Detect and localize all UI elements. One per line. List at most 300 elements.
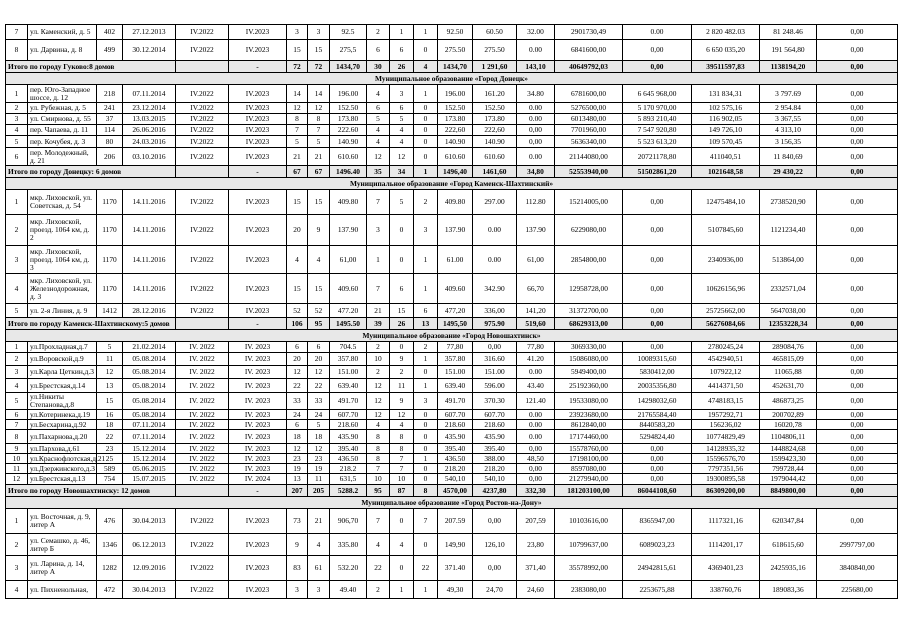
table-cell: 371.40 bbox=[438, 556, 473, 581]
table-cell: 140.90 bbox=[330, 136, 367, 148]
table-cell: IV. 2022 bbox=[176, 454, 229, 464]
table-cell: 19 bbox=[308, 464, 330, 474]
table-cell: 34.80 bbox=[517, 85, 555, 103]
table-cell: 23 bbox=[287, 454, 308, 464]
address-cell: мкр. Лиховской, проезд. 1064 км, д. 3 bbox=[28, 246, 97, 274]
table-cell: 0.00 bbox=[517, 410, 555, 420]
table-cell: 639.40 bbox=[438, 379, 473, 393]
table-cell: 1121234,40 bbox=[760, 215, 817, 246]
table-cell: 116 902,05 bbox=[692, 114, 760, 125]
table-cell: 2253675,88 bbox=[623, 581, 692, 599]
table-row bbox=[6, 464, 898, 474]
table-cell: 3069330,00 bbox=[555, 342, 623, 353]
table-cell: 56276084,66 bbox=[692, 318, 760, 330]
table-cell: 465815,09 bbox=[760, 353, 817, 366]
table-cell: 5636340,00 bbox=[555, 136, 623, 148]
table-cell: 336,00 bbox=[473, 304, 517, 318]
table-cell: IV.2022 bbox=[176, 148, 229, 166]
table-row bbox=[6, 366, 898, 379]
table-cell: 141,20 bbox=[517, 304, 555, 318]
table-cell: IV. 2022 bbox=[176, 420, 229, 430]
table-cell: 0,00 bbox=[817, 304, 898, 318]
table-cell: 704.5 bbox=[330, 342, 367, 353]
table-cell: 4414371,50 bbox=[692, 379, 760, 393]
table-cell: 18 bbox=[97, 420, 123, 430]
table-cell: 435.90 bbox=[438, 430, 473, 444]
table-cell: 0,00 bbox=[817, 85, 898, 103]
table-cell: 0,00 bbox=[817, 474, 898, 485]
table-cell: 218.20 bbox=[438, 464, 473, 474]
table-cell: 0.00 bbox=[473, 246, 517, 274]
table-cell: 20035356,80 bbox=[623, 379, 692, 393]
table-cell: 0,00 bbox=[817, 61, 898, 73]
table-cell: 2383080,00 bbox=[555, 581, 623, 599]
table-cell: 4 bbox=[367, 534, 390, 556]
table-cell: 2901730,49 bbox=[555, 25, 623, 40]
table-cell: 24 bbox=[308, 410, 330, 420]
table-cell: 23923680,00 bbox=[555, 410, 623, 420]
table-cell: IV. 2022 bbox=[176, 464, 229, 474]
table-cell: 0 bbox=[390, 509, 414, 534]
table-cell: 289084,76 bbox=[760, 342, 817, 353]
table-cell: 61,00 bbox=[330, 246, 367, 274]
table-cell: 52 bbox=[308, 304, 330, 318]
table-cell: IV.2022 bbox=[176, 274, 229, 304]
address-cell: ул.Брестская,д.14 bbox=[28, 379, 97, 393]
table-cell: IV.2022 bbox=[176, 534, 229, 556]
table-cell: Муниципальное образование «Город Новошахтинск» bbox=[6, 330, 898, 342]
table-cell: 196.00 bbox=[438, 85, 473, 103]
table-cell: 1 bbox=[6, 342, 28, 353]
table-cell: 20 bbox=[287, 215, 308, 246]
table-cell: 35578992,00 bbox=[555, 556, 623, 581]
address-cell: ул.Карла Цеткин,д.3 bbox=[28, 366, 97, 379]
table-cell: 20721178,80 bbox=[623, 148, 692, 166]
table-cell: 11 bbox=[97, 353, 123, 366]
table-cell: 8 bbox=[367, 430, 390, 444]
table-cell: IV.2022 bbox=[176, 25, 229, 40]
table-cell: 3 bbox=[367, 215, 390, 246]
table-cell: IV. 2022 bbox=[176, 444, 229, 454]
table-cell: 906,70 bbox=[330, 509, 367, 534]
table-cell: 3 797.69 bbox=[760, 85, 817, 103]
table-cell: 5 bbox=[308, 420, 330, 430]
table-cell: 0,00 bbox=[817, 454, 898, 464]
table-cell: 1461,60 bbox=[473, 166, 517, 178]
table-cell: 6 bbox=[6, 148, 28, 166]
housing-program-table bbox=[5, 24, 897, 599]
table-cell: 173.80 bbox=[330, 114, 367, 125]
table-cell: 2 bbox=[367, 25, 390, 40]
table-cell: 151.00 bbox=[330, 366, 367, 379]
address-cell: ул. Дарвина, д. 8 bbox=[28, 40, 97, 61]
table-cell: 1979044,42 bbox=[760, 474, 817, 485]
table-cell: 11 840,69 bbox=[760, 148, 817, 166]
table-cell: 2854800,00 bbox=[555, 246, 623, 274]
table-cell: 0 bbox=[414, 474, 438, 485]
table-cell: 0,00 bbox=[623, 215, 692, 246]
table-cell: 639.40 bbox=[330, 379, 367, 393]
table-cell: 0.00 bbox=[517, 366, 555, 379]
table-cell: IV.2023 bbox=[229, 581, 287, 599]
table-cell: - bbox=[229, 318, 287, 330]
table-cell: 452631,70 bbox=[760, 379, 817, 393]
table-cell: 30.04.2013 bbox=[123, 509, 176, 534]
table-cell: 4 bbox=[287, 246, 308, 274]
table-cell: 1448824,68 bbox=[760, 444, 817, 454]
table-cell: 607.70 bbox=[438, 410, 473, 420]
table-cell: IV. 2023 bbox=[229, 454, 287, 464]
table-cell: 8 bbox=[6, 430, 28, 444]
table-cell: 4237,80 bbox=[473, 485, 517, 497]
table-cell: 2 bbox=[6, 215, 28, 246]
table-cell: 607.70 bbox=[330, 410, 367, 420]
table-cell: IV. 2023 bbox=[229, 393, 287, 410]
table-cell: 411040,51 bbox=[692, 148, 760, 166]
table-cell: - bbox=[229, 166, 287, 178]
table-cell: 189083,36 bbox=[760, 581, 817, 599]
address-cell: ул.Воровской,д.9 bbox=[28, 353, 97, 366]
table-cell: 22 bbox=[308, 379, 330, 393]
table-cell: 436.50 bbox=[330, 454, 367, 464]
table-cell: 06.12.2013 bbox=[123, 534, 176, 556]
table-cell: 754 bbox=[97, 474, 123, 485]
address-cell: ул. Смирнова, д. 55 bbox=[28, 114, 97, 125]
table-cell: 4 bbox=[6, 581, 28, 599]
table-cell: 10 bbox=[390, 474, 414, 485]
table-cell: 31372700,00 bbox=[555, 304, 623, 318]
table-cell: 73 bbox=[287, 509, 308, 534]
table-cell: 10626156,96 bbox=[692, 274, 760, 304]
table-cell: 2425935,16 bbox=[760, 556, 817, 581]
total-row bbox=[6, 318, 898, 330]
table-cell: 9 bbox=[287, 534, 308, 556]
table-cell: 137.90 bbox=[517, 215, 555, 246]
table-row bbox=[6, 353, 898, 366]
table-cell: 6781600,00 bbox=[555, 85, 623, 103]
table-cell: 2780245,24 bbox=[692, 342, 760, 353]
table-cell: 0,00 bbox=[817, 464, 898, 474]
table-cell: Муниципальное образование «Город Каменск-Шахтинский» bbox=[6, 178, 898, 190]
table-cell: IV.2023 bbox=[229, 103, 287, 114]
table-cell: 218.60 bbox=[473, 420, 517, 430]
table-cell: 35 bbox=[367, 166, 390, 178]
table-cell: 22 bbox=[287, 379, 308, 393]
table-cell: 402 bbox=[97, 25, 123, 40]
table-cell: 149 726,10 bbox=[692, 125, 760, 136]
table-cell: 388.00 bbox=[473, 454, 517, 464]
table-cell: 7 bbox=[367, 509, 390, 534]
table-cell: 12 bbox=[367, 379, 390, 393]
table-cell: 0,00 bbox=[817, 430, 898, 444]
address-cell: ул. Ларина, д. 14, литер А bbox=[28, 556, 97, 581]
table-cell: 0,00 bbox=[623, 342, 692, 353]
table-cell: 620347,84 bbox=[760, 509, 817, 534]
table-cell: Муниципальное образование «Город Ростов-на-Дону» bbox=[6, 497, 898, 509]
table-cell: 1 bbox=[414, 166, 438, 178]
table-cell: 12 bbox=[287, 103, 308, 114]
table-cell: 222.60 bbox=[330, 125, 367, 136]
table-cell: 0 bbox=[414, 444, 438, 454]
table-cell: 26.06.2016 bbox=[123, 125, 176, 136]
table-row bbox=[6, 556, 898, 581]
table-cell: 20 bbox=[308, 353, 330, 366]
table-cell: 975.90 bbox=[473, 318, 517, 330]
table-cell: IV. 2023 bbox=[229, 379, 287, 393]
table-cell: 222,60 bbox=[438, 125, 473, 136]
table-row bbox=[6, 534, 898, 556]
table-cell: 9 bbox=[390, 393, 414, 410]
table-cell: 5 bbox=[367, 114, 390, 125]
table-cell: IV. 2023 bbox=[229, 464, 287, 474]
table-cell: - bbox=[229, 485, 287, 497]
table-cell: 610.60 bbox=[473, 148, 517, 166]
table-cell: 14.11.2016 bbox=[123, 274, 176, 304]
table-cell: 20 bbox=[287, 353, 308, 366]
table-cell: 10 bbox=[6, 454, 28, 464]
table-cell: 5107845,60 bbox=[692, 215, 760, 246]
table-cell: 540,10 bbox=[438, 474, 473, 485]
table-cell: 1114201,17 bbox=[692, 534, 760, 556]
table-cell: 3 bbox=[6, 366, 28, 379]
table-cell: 140.90 bbox=[438, 136, 473, 148]
table-cell: 275.50 bbox=[438, 40, 473, 61]
table-cell: 86309200,00 bbox=[692, 485, 760, 497]
table-cell: IV.2023 bbox=[229, 215, 287, 246]
table-cell: 4 bbox=[367, 136, 390, 148]
total-row bbox=[6, 166, 898, 178]
table-cell: 14128935,32 bbox=[692, 444, 760, 454]
table-row bbox=[6, 103, 898, 114]
table-cell: 2 bbox=[414, 190, 438, 215]
table-cell: 0,00 bbox=[623, 474, 692, 485]
table-cell: IV.2022 bbox=[176, 215, 229, 246]
table-cell: 12 bbox=[97, 366, 123, 379]
table-cell: 3 bbox=[414, 215, 438, 246]
table-cell: 10103616,00 bbox=[555, 509, 623, 534]
table-cell: 4748183,15 bbox=[692, 393, 760, 410]
table-cell: 1957292,71 bbox=[692, 410, 760, 420]
table-cell: 4 bbox=[390, 136, 414, 148]
address-cell: пер. Чапаева, д. 11 bbox=[28, 125, 97, 136]
table-cell: IV. 2022 bbox=[176, 342, 229, 353]
table-cell: 0,00 bbox=[623, 61, 692, 73]
table-cell: - bbox=[229, 61, 287, 73]
table-cell: 0 bbox=[414, 464, 438, 474]
table-cell: 87 bbox=[390, 485, 414, 497]
table-cell: 41.20 bbox=[517, 353, 555, 366]
table-cell: 1412 bbox=[97, 304, 123, 318]
table-cell: 0 bbox=[414, 366, 438, 379]
table-cell: 207.59 bbox=[438, 509, 473, 534]
table-cell: 24942815,61 bbox=[623, 556, 692, 581]
table-cell: 371,40 bbox=[517, 556, 555, 581]
table-cell: 1 bbox=[414, 353, 438, 366]
table-cell: 4570,00 bbox=[438, 485, 473, 497]
table-cell: 140.90 bbox=[473, 136, 517, 148]
table-cell: 5830412,00 bbox=[623, 366, 692, 379]
table-cell: 1 bbox=[6, 509, 28, 534]
table-cell: 477,20 bbox=[438, 304, 473, 318]
table-cell: 37 bbox=[97, 114, 123, 125]
table-cell: 15214005,00 bbox=[555, 190, 623, 215]
table-cell: 11 bbox=[6, 464, 28, 474]
table-cell: 0 bbox=[414, 410, 438, 420]
table-cell: 5 bbox=[97, 342, 123, 353]
table-cell: 05.08.2014 bbox=[123, 379, 176, 393]
address-cell: ул.Котеринека,д.19 bbox=[28, 410, 97, 420]
table-cell: 40649792,03 bbox=[555, 61, 623, 73]
table-cell: 0 bbox=[414, 40, 438, 61]
address-cell: ул.Дзержинского,д.3 bbox=[28, 464, 97, 474]
table-cell: 15 bbox=[287, 40, 308, 61]
table-cell: 23 bbox=[97, 444, 123, 454]
table-cell: 49.40 bbox=[330, 581, 367, 599]
table-cell: 2332571,04 bbox=[760, 274, 817, 304]
table-cell: 1434,70 bbox=[438, 61, 473, 73]
table-cell: 435.90 bbox=[473, 430, 517, 444]
address-cell: мкр. Лиховской, ул. Советская, д. 54 bbox=[28, 190, 97, 215]
table-cell: 4 bbox=[308, 246, 330, 274]
table-cell: 3 bbox=[6, 246, 28, 274]
table-cell: IV. 2023 bbox=[229, 444, 287, 454]
table-cell: 2 bbox=[414, 342, 438, 353]
table-cell: 81 248.46 bbox=[760, 25, 817, 40]
table-cell: 131 834,31 bbox=[692, 85, 760, 103]
table-cell: IV.2023 bbox=[229, 190, 287, 215]
table-cell: 22 bbox=[367, 556, 390, 581]
table-cell: 151.00 bbox=[473, 366, 517, 379]
table-cell: 9 bbox=[308, 215, 330, 246]
table-cell: 0,00 bbox=[517, 136, 555, 148]
table-cell: 19300895,58 bbox=[692, 474, 760, 485]
table-cell: 6 bbox=[287, 342, 308, 353]
table-cell: IV.2023 bbox=[229, 246, 287, 274]
table-cell: 6 645 968,00 bbox=[623, 85, 692, 103]
table-row bbox=[6, 581, 898, 599]
table-cell: 3 156,35 bbox=[760, 136, 817, 148]
table-cell: IV.2023 bbox=[229, 534, 287, 556]
table-cell: 1 bbox=[414, 25, 438, 40]
table-cell: 5 bbox=[6, 136, 28, 148]
table-cell: 15086080,00 bbox=[555, 353, 623, 366]
table-cell: 8 bbox=[287, 114, 308, 125]
table-cell: 12 bbox=[6, 474, 28, 485]
table-cell: 3 bbox=[308, 581, 330, 599]
table-cell: 0,00 bbox=[473, 556, 517, 581]
table-cell: 13 bbox=[97, 379, 123, 393]
table-cell: 0 bbox=[414, 420, 438, 430]
table-cell: 5 893 210,40 bbox=[623, 114, 692, 125]
table-cell: 4 bbox=[367, 420, 390, 430]
table-cell: 0.00 bbox=[517, 430, 555, 444]
table-cell: 357.80 bbox=[330, 353, 367, 366]
table-cell: 0 bbox=[414, 125, 438, 136]
table-cell: 0.00 bbox=[517, 103, 555, 114]
table-cell: 60.50 bbox=[473, 25, 517, 40]
table-cell: IV.2022 bbox=[176, 103, 229, 114]
table-cell: 95 bbox=[367, 485, 390, 497]
table-cell: 6 650 035,20 bbox=[692, 40, 760, 61]
table-cell: 8 bbox=[6, 40, 28, 61]
table-cell: 17198100,00 bbox=[555, 454, 623, 464]
table-cell: 0,00 bbox=[623, 40, 692, 61]
table-cell: 83 bbox=[287, 556, 308, 581]
table-cell: 15 bbox=[308, 274, 330, 304]
section-header-row bbox=[6, 178, 898, 190]
address-cell: ул.Пархова,д.61 bbox=[28, 444, 97, 454]
address-cell: пер. Кочубея, д. 3 bbox=[28, 136, 97, 148]
table-cell: 12353228,34 bbox=[760, 318, 817, 330]
table-cell: 513864,00 bbox=[760, 246, 817, 274]
table-cell: 0,00 bbox=[817, 136, 898, 148]
table-cell: 207 bbox=[287, 485, 308, 497]
table-cell: IV. 2023 bbox=[229, 366, 287, 379]
table-cell: 395.40 bbox=[438, 444, 473, 454]
table-cell: 39511597,83 bbox=[692, 61, 760, 73]
table-cell: 1495,50 bbox=[438, 318, 473, 330]
table-row bbox=[6, 25, 898, 40]
table-cell: 05.06.2015 bbox=[123, 464, 176, 474]
table-cell: 6841600,00 bbox=[555, 40, 623, 61]
table-cell: 121.40 bbox=[517, 393, 555, 410]
table-cell: 19 bbox=[287, 464, 308, 474]
table-cell: 0,00 bbox=[817, 103, 898, 114]
table-cell: 0,00 bbox=[517, 125, 555, 136]
table-cell: 24 bbox=[287, 410, 308, 420]
table-cell: 0.00 bbox=[517, 114, 555, 125]
table-cell: 143,10 bbox=[517, 61, 555, 73]
table-cell: 6 bbox=[367, 40, 390, 61]
total-label: Итого по городу Новошахтинску: 12 домов bbox=[6, 485, 176, 497]
table-cell: 03.10.2016 bbox=[123, 148, 176, 166]
table-cell: 0,00 bbox=[517, 464, 555, 474]
table-cell: 241 bbox=[97, 103, 123, 114]
table-cell: 1 bbox=[414, 454, 438, 464]
table-cell: 1021648,58 bbox=[692, 166, 760, 178]
table-cell: 0,00 bbox=[817, 25, 898, 40]
table-cell: 4 bbox=[6, 125, 28, 136]
table-cell: 1117321,16 bbox=[692, 509, 760, 534]
table-cell: 491.70 bbox=[330, 393, 367, 410]
table-cell: 205 bbox=[308, 485, 330, 497]
table-row bbox=[6, 454, 898, 464]
table-cell: 152.50 bbox=[438, 103, 473, 114]
table-cell: 0,00 bbox=[623, 444, 692, 454]
table-cell: 9 bbox=[6, 444, 28, 454]
table-row bbox=[6, 190, 898, 215]
table-cell: 52553940,00 bbox=[555, 166, 623, 178]
table-cell: 0 bbox=[414, 534, 438, 556]
table-cell: 7701960,00 bbox=[555, 125, 623, 136]
table-cell: 491.70 bbox=[438, 393, 473, 410]
table-cell: IV. 2022 bbox=[176, 353, 229, 366]
table-cell: IV. 2022 bbox=[176, 393, 229, 410]
table-cell: 21279940,00 bbox=[555, 474, 623, 485]
table-cell: 316.60 bbox=[473, 353, 517, 366]
table-cell bbox=[176, 485, 229, 497]
table-cell: 173.80 bbox=[473, 114, 517, 125]
table-cell: 5 bbox=[6, 304, 28, 318]
total-label: Итого по городу Гуково:8 домов bbox=[6, 61, 176, 73]
table-cell: IV.2022 bbox=[176, 114, 229, 125]
table-row bbox=[6, 410, 898, 420]
table-cell: 0.00 bbox=[623, 25, 692, 40]
table-cell: 114 bbox=[97, 125, 123, 136]
table-cell: 13 bbox=[414, 318, 438, 330]
table-cell: 1170 bbox=[97, 246, 123, 274]
data-table bbox=[5, 24, 898, 599]
